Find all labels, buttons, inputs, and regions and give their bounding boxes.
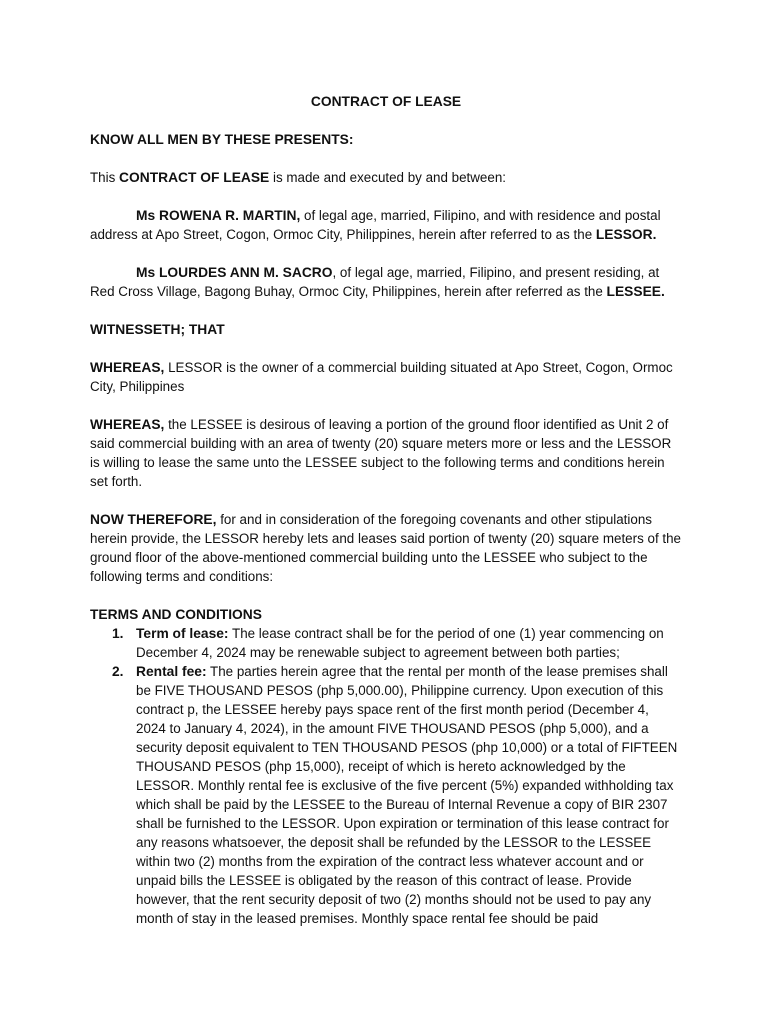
term-number: 2. — [112, 664, 124, 679]
know-all-heading: KNOW ALL MEN BY THESE PRESENTS: — [90, 132, 354, 147]
lessee-name: Ms LOURDES ANN M. SACRO — [136, 265, 333, 280]
whereas-paragraph-1 — [90, 358, 682, 396]
whereas-2-label: WHEREAS, — [90, 417, 165, 432]
lessor-text: of legal age, married, Filipino, and with residence and postal address at Apo Street, Cogon, Ormoc City, Philippines, herein after referred to as the — [90, 208, 661, 242]
now-therefore-label: NOW THEREFORE, — [90, 512, 217, 527]
lessor-role: LESSOR. — [595, 227, 657, 242]
intro-bold: CONTRACT OF LEASE — [119, 170, 270, 185]
whereas-1-label: WHEREAS, — [90, 360, 165, 375]
term-item-2 — [90, 662, 682, 928]
document-body — [90, 92, 682, 928]
now-therefore-text: for and in consideration of the foregoing covenants and other stipulations herein provide, the LESSOR hereby lets and leases said portion of twenty (20) square meters of the ground floor of the above-mentioned commercial building unto the LESSEE who subject to the following terms and conditions: — [90, 512, 681, 584]
lessee-paragraph — [90, 263, 682, 301]
term-text: The parties herein agree that the rental per month of the lease premises shall be FIVE THOUSAND PESOS (php 5,000.00), Philippine currency. Upon execution of this contract p, the LESSEE hereby pays space rent of the first month period (December 4, 2024 to January 4, 2024), in the amount FIVE THOUSAND PESOS (php 5,000), and a security deposit equivalent to TEN THOUSAND PESOS (php 10,000) or a total of FIFTEEN THOUSAND PESOS (php 15,000), receipt of which is hereto acknowledged by the LESSOR. Monthly rental fee is exclusive of the five percent (5%) expanded withholding tax which shall be paid by the LESSEE to the Bureau of Internal Revenue a copy of BIR 2307 shall be furnished to the LESSOR. Upon expiration or termination of this lease contract for any reasons whatsoever, the deposit shall be refunded by the LESSOR to the LESSEE within two (2) months from the expiration of the contract less whatever account and or unpaid bills the LESSEE is obligated by the reason of this contract of lease. Provide however, that the rent security deposit of two (2) months should not be used to pay any month of stay in the leased premises. Monthly space rental fee should be paid — [136, 664, 678, 926]
lessee-role: LESSEE. — [606, 284, 665, 299]
intro-pre: This — [90, 170, 120, 185]
term-number: 1. — [112, 626, 124, 641]
term-label: Term of lease: — [136, 626, 229, 641]
whereas-2-text: the LESSEE is desirous of leaving a portion of the ground floor identified as Unit 2 of said commercial building with an area of twenty (20) square meters more or less and the LESSOR is willing to lease the same unto the LESSEE subject to the following terms and conditions herein set forth. — [90, 417, 672, 489]
term-label: Rental fee: — [136, 664, 207, 679]
lessor-paragraph — [90, 206, 682, 244]
intro-post: is made and executed by and between: — [269, 170, 506, 185]
terms-heading: TERMS AND CONDITIONS — [90, 607, 262, 622]
term-item-1 — [90, 624, 682, 662]
lessee-text: , of legal age, married, Filipino, and present residing, at Red Cross Village, Bagong Buhay, Ormoc City, Philippines, herein after referred as the — [90, 265, 660, 299]
whereas-paragraph-2 — [90, 415, 682, 491]
now-therefore-paragraph — [90, 510, 682, 586]
whereas-1-text: LESSOR is the owner of a commercial building situated at Apo Street, Cogon, Ormoc City, Philippines — [90, 360, 673, 394]
terms-list — [90, 624, 682, 928]
witnesseth-heading: WITNESSETH; THAT — [90, 322, 225, 337]
term-text: The lease contract shall be for the period of one (1) year commencing on December 4, 2024 may be renewable subject to agreement between both parties; — [136, 626, 664, 660]
document-title: CONTRACT OF LEASE — [310, 94, 462, 109]
intro-paragraph — [90, 168, 682, 187]
lessor-name: Ms ROWENA R. MARTIN, — [136, 208, 301, 223]
